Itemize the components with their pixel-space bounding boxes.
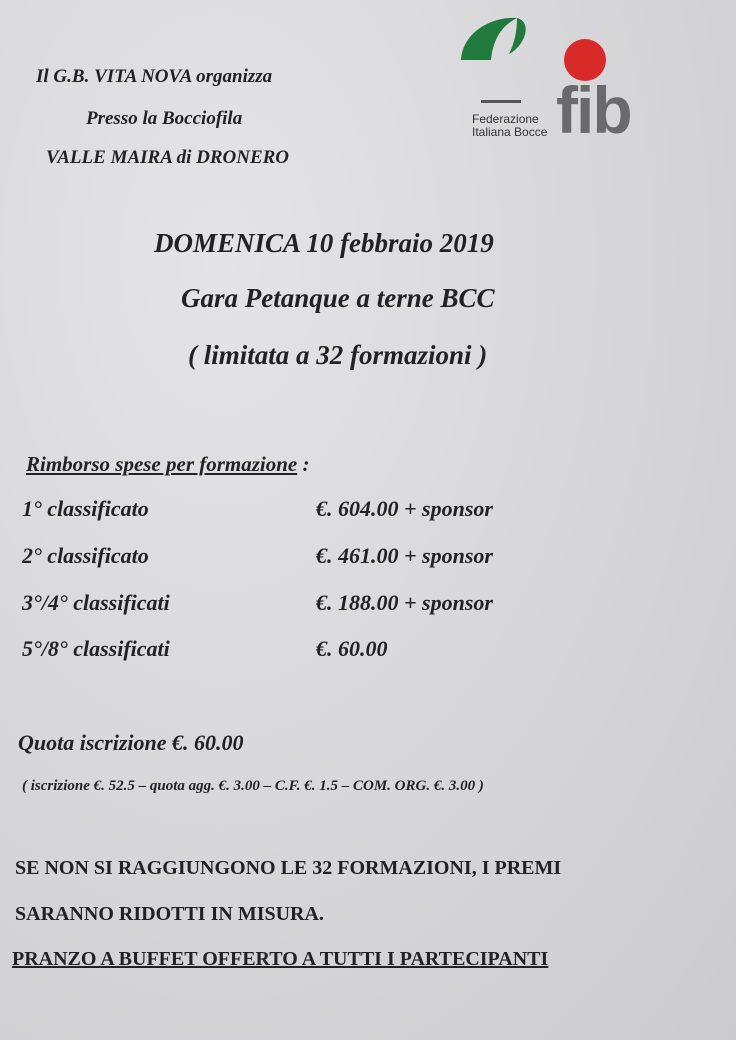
- entry-fee-breakdown: ( iscrizione €. 52.5 – quota agg. €. 3.00 – C.F. €. 1.5 – COM. ORG. €. 3.00 ): [22, 778, 484, 794]
- event-date: DOMENICA 10 febbraio 2019: [154, 228, 494, 258]
- prize-amount: €. 188.00 + sponsor: [316, 590, 493, 615]
- organizer-line: Il G.B. VITA NOVA organizza: [36, 66, 273, 87]
- prize-place: 1° classificato: [22, 496, 149, 521]
- event-limit: ( limitata a 32 formazioni ): [188, 340, 488, 370]
- prize-amount: €. 461.00 + sponsor: [316, 543, 493, 568]
- prizes-heading-suffix: :: [297, 452, 310, 476]
- entry-fee: Quota iscrizione €. 60.00: [18, 730, 244, 755]
- prizes-heading: [26, 452, 310, 477]
- location-line: VALLE MAIRA di DRONERO: [46, 147, 290, 168]
- logo-divider-line: [481, 100, 521, 103]
- notice-line-2: SARANNO RIDOTTI IN MISURA.: [15, 903, 324, 925]
- prize-place: 3°/4° classificati: [22, 590, 170, 615]
- buffet-notice: PRANZO A BUFFET OFFERTO A TUTTI I PARTECIPANTI: [12, 948, 549, 970]
- logo-green-shape-right: [509, 18, 526, 54]
- venue-line: Presso la Bocciofila: [86, 108, 243, 129]
- logo-acronym: fib: [556, 73, 631, 147]
- prize-place: 2° classificato: [22, 543, 149, 568]
- prize-amount: €. 60.00: [316, 636, 388, 661]
- logo-green-shape: [461, 18, 517, 60]
- prize-amount: €. 604.00 + sponsor: [316, 496, 493, 521]
- logo-text-italiana-bocce: Italiana Bocce: [472, 125, 548, 139]
- event-name: Gara Petanque a terne BCC: [181, 283, 495, 313]
- prize-place: 5°/8° classificati: [22, 636, 170, 661]
- prizes-heading-text: Rimborso spese per formazione: [26, 452, 298, 476]
- logo-text-federazione: Federazione: [472, 112, 539, 126]
- notice-line-1: SE NON SI RAGGIUNGONO LE 32 FORMAZIONI, I PREMI: [15, 857, 562, 879]
